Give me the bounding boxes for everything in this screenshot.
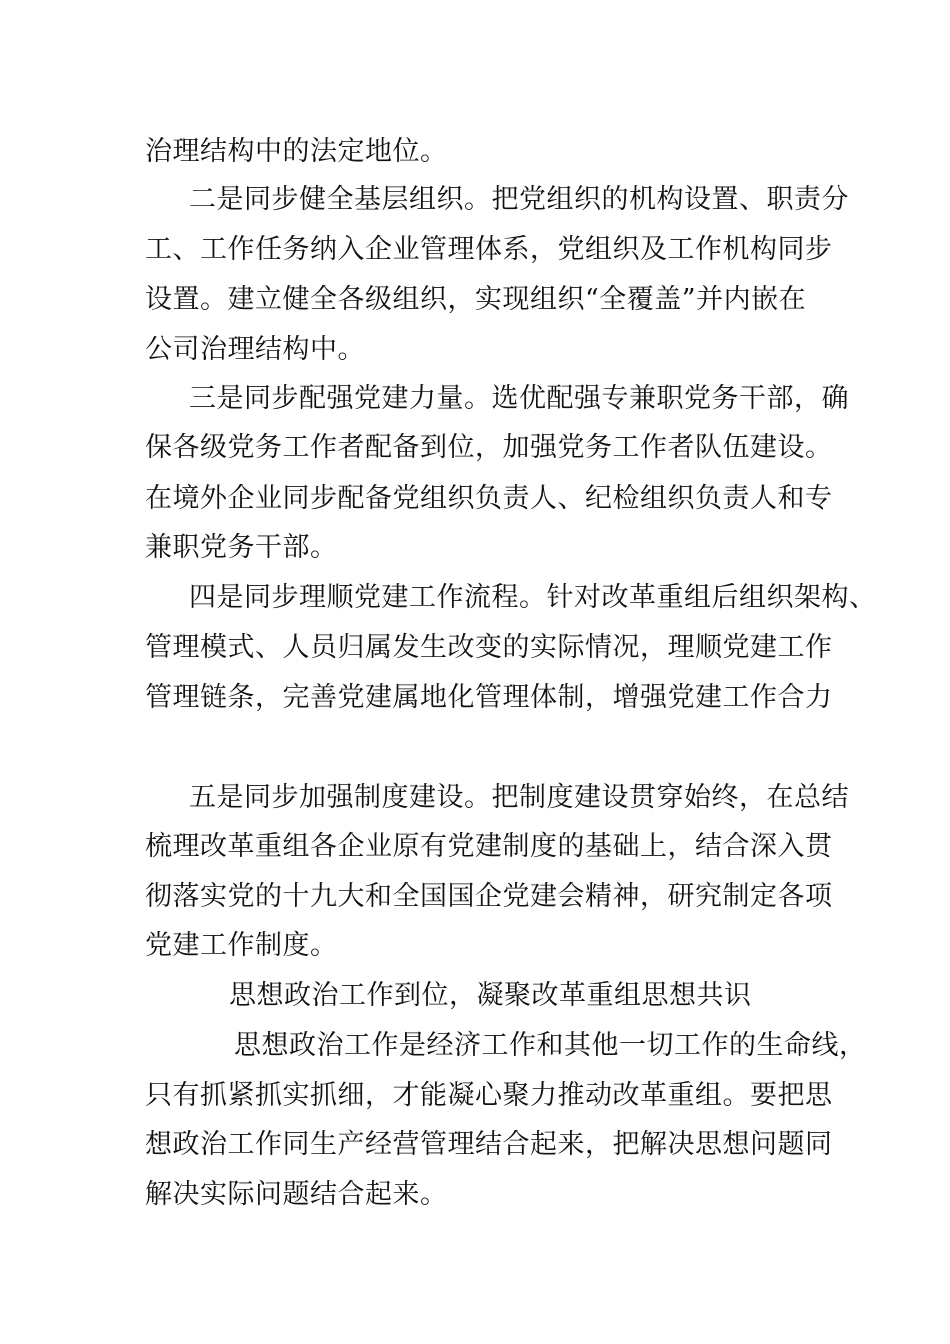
paragraph-first-line: 五是同步加强制度建设。把制度建设贯穿始终，在总结: [189, 782, 849, 813]
text-line: 设置。建立健全各级组织，实现组织“全覆盖”并内嵌在: [145, 284, 807, 315]
text-line: 管理模式、人员归属发生改变的实际情况，理顺党建工作: [145, 632, 833, 663]
text-line: 在境外企业同步配备党组织负责人、纪检组织负责人和专: [145, 483, 833, 514]
text-line: 兼职党务干部。: [145, 532, 338, 563]
paragraph-first-line: 四是同步理顺党建工作流程。针对改革重组后组织架构、: [189, 582, 877, 613]
text-line: 管理链条，完善党建属地化管理体制，增强党建工作合力: [145, 682, 833, 713]
paragraph-first-line: 思想政治工作是经济工作和其他一切工作的生命线，: [234, 1030, 867, 1061]
text-line: 想政治工作同生产经营管理结合起来，把解决思想问题同: [145, 1129, 833, 1160]
text-line: 工、工作任务纳入企业管理体系，党组织及工作机构同步: [145, 234, 833, 265]
text-line: 梳理改革重组各企业原有党建制度的基础上，结合深入贯: [145, 831, 833, 862]
paragraph-first-line: 二是同步健全基层组织。把党组织的机构设置、职责分: [189, 184, 849, 215]
text-line: 公司治理结构中。: [145, 334, 365, 365]
text-line: 解决实际问题结合起来。: [145, 1179, 448, 1210]
section-heading: 思想政治工作到位，凝聚改革重组思想共识: [229, 980, 752, 1011]
paragraph-first-line: 三是同步配强党建力量。选优配强专兼职党务干部，确: [189, 383, 849, 414]
text-line: 保各级党务工作者配备到位，加强党务工作者队伍建设。: [145, 432, 833, 463]
text-line: 只有抓紧抓实抓细，才能凝心聚力推动改革重组。要把思: [145, 1080, 833, 1111]
text-line: 治理结构中的法定地位。: [145, 136, 448, 167]
text-line: 党建工作制度。: [145, 930, 338, 961]
text-line: 彻落实党的十九大和全国国企党建会精神，研究制定各项: [145, 881, 833, 912]
